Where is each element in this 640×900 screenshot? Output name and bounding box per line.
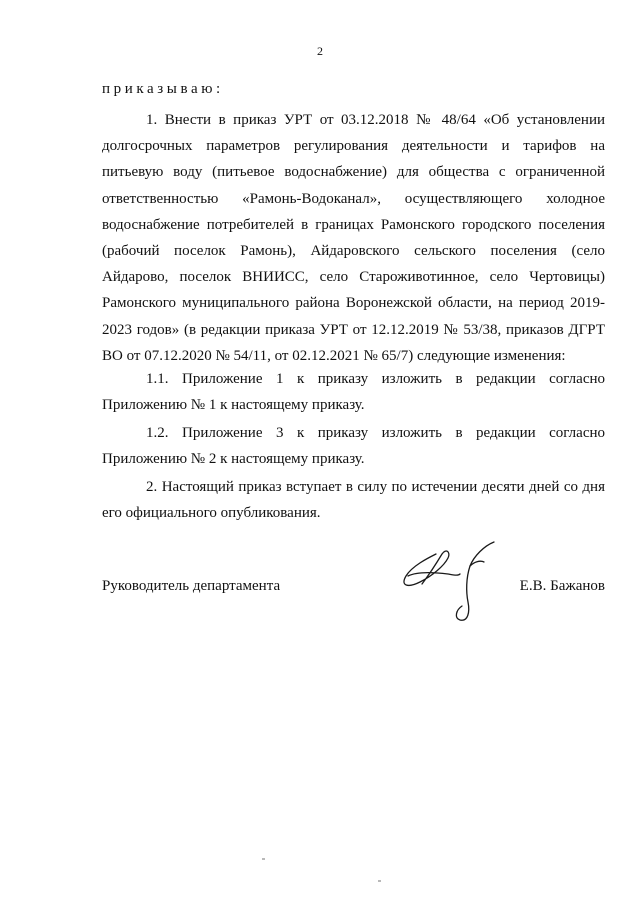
paragraph-1-1: 1.1. Приложение 1 к приказу изложить в редакции согласно Приложению № 1 к настоящему приказу.: [102, 371, 605, 414]
scan-artifact: [262, 858, 265, 860]
preamble: приказываю:: [102, 81, 224, 97]
page-number: 2: [317, 44, 323, 58]
paragraph-2: 2. Настоящий приказ вступает в силу по истечении десяти дней со дня его официального опубликования.: [102, 479, 605, 522]
paragraph-1-2: 1.2. Приложение 3 к приказу изложить в редакции согласно Приложению № 2 к настоящему приказу.: [102, 425, 605, 468]
signer-name: Е.В. Бажанов: [519, 578, 605, 594]
scan-artifact: [378, 880, 381, 882]
handwritten-signature: [398, 536, 508, 626]
paragraph-1: 1. Внести в приказ УРТ от 03.12.2018 № 48/64 «Об установлении долгосрочных параметров регулирования деятельности и тарифов на питьевую воду (питьевое водоснабжение) для общества с ограниченной ответственностью «Рамонь-Водоканал», осуществляющего холодное водоснабжение потребителей в границах Рамонского городского поселения (рабочий поселок Рамонь), Айдаровского сельского поселения (село Айдарово, поселок ВНИИСС, село Староживотинное, село Чертовицы) Рамонского муниципального района Воронежской области, на период 2019-2023 годов» (в редакции приказа УРТ от 12.12.2019 № 53/38, приказов ДГРТ ВО от 07.12.2020 № 54/11, от 02.12.2021 № 65/7) следующие изменения:: [102, 112, 605, 364]
signer-position: Руководитель департамента: [102, 578, 281, 594]
signature-block: [102, 576, 605, 606]
